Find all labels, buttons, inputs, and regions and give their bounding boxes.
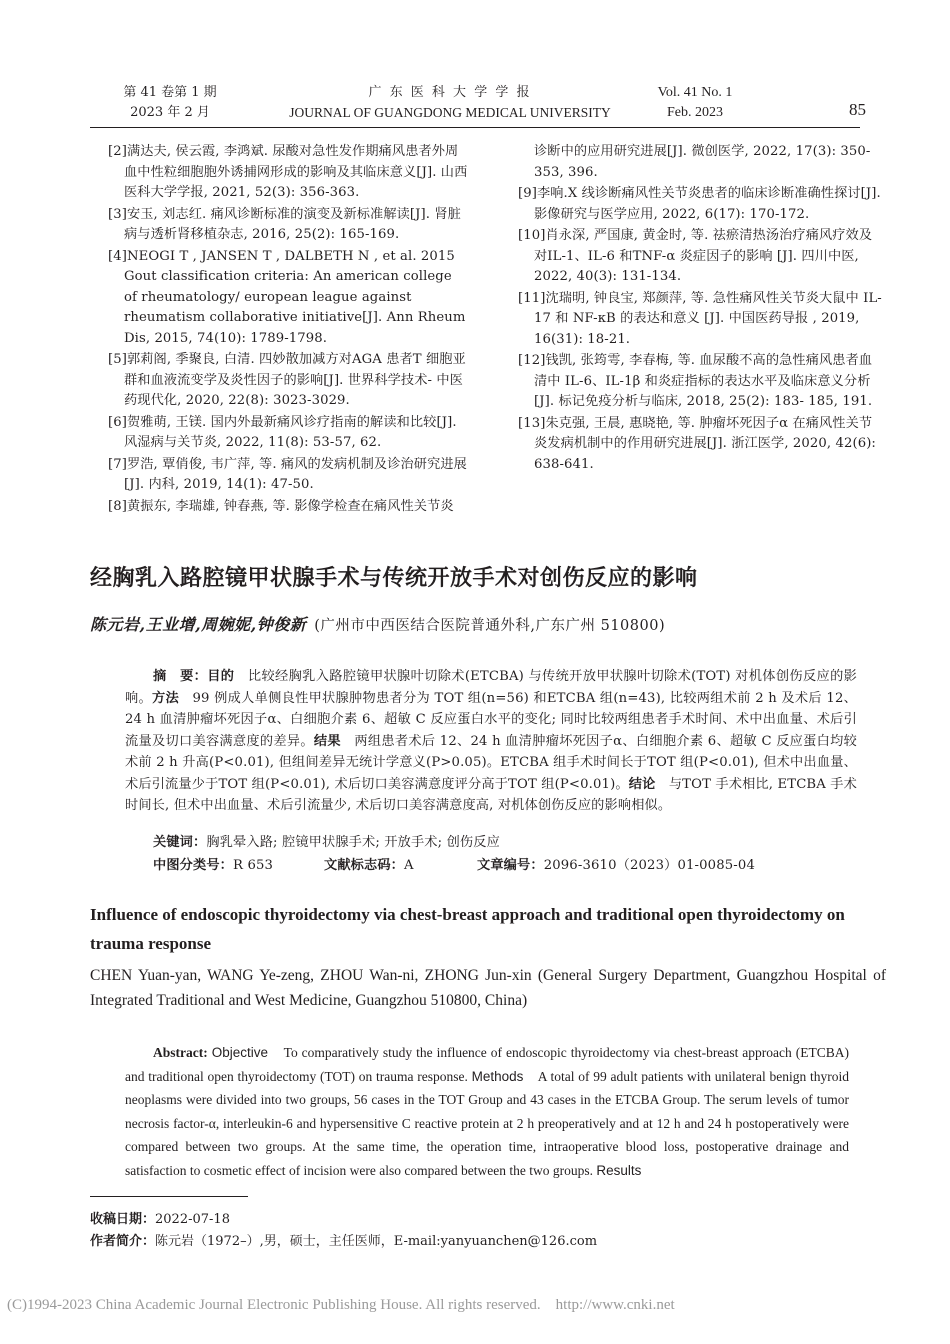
abstract-cn [125, 666, 857, 817]
results-label-cn: 结果 [313, 733, 341, 749]
affiliation-cn: (广州市中西医结合医院普通外科,广东广州 510800) [314, 618, 666, 634]
copyright-notice: (C)1994-2023 China Academic Journal Electronic Publishing House. All rights reserved. http://www.cnki.net [7, 1297, 675, 1313]
received-line [90, 1209, 230, 1231]
abstract-en [125, 1041, 849, 1182]
doc-code-line [324, 855, 414, 877]
author-bio-text: 陈元岩（1972–）,男，硕士，主任医师，E-mail:yanyuanchen@126.com [155, 1234, 598, 1249]
reference-item: [5]郭莉阁, 季聚良, 白清. 四妙散加减方对AGA 患者T 细胞亚群和血液流变学及炎性因子的影响[J]. 世界科学技术- 中医药现代化, 2020, 22(8): 3023-3029. [108, 352, 466, 408]
clc-value: R 653 [233, 858, 274, 873]
reference-item: [6]贺雅萌, 王镁. 国内外最新痛风诊疗指南的解读和比较[J]. 风湿病与关节炎, 2022, 11(8): 53-57, 62. [108, 414, 457, 450]
objective-text-cn: 比较经胸乳入路腔镜甲状腺叶切除术(ETCBA) 与传统开放甲状腺叶切除术(TOT) 对机体创伤反应的影响。 [125, 669, 857, 706]
objective-label-cn: 目的 [207, 669, 235, 684]
author-bio-line [90, 1231, 597, 1253]
reference-item: 诊断中的应用研究进展[J]. 微创医学, 2022, 17(3): 350-353, 396. [534, 144, 871, 180]
reference-item: [10]肖永深, 严国康, 黄金时, 等. 祛瘀清热汤治疗痛风疗效及对IL-1、IL-6 和TNF-α 炎症因子的影响 [J]. 四川中医, 2022, 40(3): 131-134. [518, 228, 873, 284]
authors-en: CHEN Yuan-yan, WANG Ye-zeng, ZHOU Wan-ni, ZHONG Jun-xin (General Surgery Department, Guangzhou Hospital of Integrated Traditional and West Medicine, Guangzhou 510800, China) [90, 967, 886, 1009]
references-right [518, 142, 884, 476]
header-date-en: Feb. 2023 [667, 105, 723, 120]
reference-item: [2]满达夫, 侯云霞, 李鸿斌. 尿酸对急性发作期痛风患者外周血中性粒细胞胞外诱捕网形成的影响及其临床意义[J]. 山西医科大学学报, 2021, 52(3): 356-363. [108, 144, 468, 200]
conclusion-text-cn: 与TOT 手术相比, ETCBA 手术时间长, 但术中出血量、术后引流量少, 术后切口美容满意度高, 对机体创伤反应的影响相似。 [125, 776, 857, 813]
keywords-line [153, 832, 500, 854]
reference-item: [7]罗浩, 覃俏俊, 韦广萍, 等. 痛风的发病机制及诊治研究进展[J]. 内科, 2019, 14(1): 47-50. [108, 456, 467, 492]
header-journal-en: JOURNAL OF GUANGDONG MEDICAL UNIVERSITY [289, 105, 611, 120]
methods-label-en: Methods [471, 1068, 524, 1084]
conclusion-label-cn: 结论 [628, 776, 656, 792]
doc-code-label: 文献标志码： [324, 858, 405, 873]
results-label-en: Results [596, 1162, 642, 1178]
clc-label: 中图分类号： [153, 858, 234, 873]
objective-label-en: Objective [211, 1045, 268, 1060]
authors-line [90, 612, 665, 635]
article-no-line [477, 855, 755, 877]
reference-item: [4]NEOGI T , JANSEN T , DALBETH N , et al. 2015 Gout classification criteria: An american college of rheumatology/ european league against rheumatism collaborative initiative[J]. Ann Rheum Dis, 2015, 74(10): 1789-1798. [108, 248, 466, 346]
keywords-text: 胸乳晕入路; 腔镜甲状腺手术; 开放手术; 创伤反应 [206, 835, 500, 850]
doc-code-value: A [404, 858, 414, 873]
reference-item: [9]李响.X 线诊断痛风性关节炎患者的临床诊断准确性探讨[J]. 影像研究与医学应用, 2022, 6(17): 170-172. [518, 186, 881, 222]
reference-item: [8]黄振东, 李瑞雄, 钟春燕, 等. 影像学检查在痛风性关节炎 [108, 498, 454, 514]
methods-text-en: A total of 99 adult patients with unilateral benign thyroid neoplasms were divided into two groups, 56 cases in the TOT Group and 43 cases in the ETCBA Group. The serum levels of tumor necrosis factor-α, interleukin-6 and hypersensitive C reactive protein at 2 h preoperatively and at 12 h and 24 h postoperatively were compared between two groups. At the same time, the operation time, intraoperative blood loss, postoperative drainage and satisfaction to cosmetic effect of incision were also compared between the two groups. [125, 1068, 849, 1178]
received-label: 收稿日期： [90, 1212, 156, 1227]
header-rule [90, 127, 860, 128]
article-no-value: 2096-3610（2023）01-0085-04 [543, 858, 755, 873]
header-journal-cn: 广 东 医 科 大 学 学 报 [368, 85, 532, 100]
header-volume-en: Vol. 41 No. 1 [657, 85, 733, 100]
received-date: 2022-07-18 [155, 1212, 230, 1227]
header-volume-cn: 第 41 卷第 1 期 [123, 85, 217, 100]
page-number: 85 [849, 100, 866, 119]
reference-item: [3]安玉, 刘志红. 痛风诊断标准的演变及新标准解读[J]. 肾脏病与透析肾移植杂志, 2016, 25(2): 165-169. [108, 206, 461, 242]
authors-cn: 陈元岩,王业增,周婉妮,钟俊新 [90, 615, 307, 634]
reference-item: [13]朱克强, 王晨, 惠晓艳, 等. 肿瘤坏死因子α 在痛风性关节炎发病机制中的作用研究进展[J]. 浙江医学, 2020, 42(6): 638-641. [518, 415, 876, 472]
author-bio-label: 作者简介： [90, 1234, 156, 1249]
keywords-label: 关键词： [153, 835, 207, 850]
reference-item: [11]沈瑞明, 钟良宝, 郑颜萍, 等. 急性痛风性关节炎大鼠中 IL-17 和 NF-κB 的表达和意义 [J]. 中国医药导报 , 2019, 16(31): 18-21. [518, 290, 882, 347]
article-title-cn: 经胸乳入路腔镜甲状腺手术与传统开放手术对创伤反应的影响 [90, 566, 698, 591]
methods-label-cn: 方法 [152, 690, 179, 706]
article-no-label: 文章编号： [477, 858, 544, 873]
objective-text-en: To comparatively study the influence of endoscopic thyroidectomy via chest-breast approach (ETCBA) and traditional open thyroidectomy (TOT) on trauma response. [125, 1045, 849, 1084]
abstract-label-en: Abstract: [153, 1045, 208, 1060]
methods-text-cn: 99 例成人单侧良性甲状腺肿物患者分为 TOT 组(n=56) 和ETCBA 组(n=43), 比较两组术前 2 h 及术后 12、24 h 血清肿瘤坏死因子α、白细胞介素 6、超敏 C 反应蛋白水平的变化; 同时比较两组患者手术时间、术中出血量、术后引流量及切口美容满意度的差异。 [125, 690, 857, 749]
references-left [108, 142, 468, 518]
abstract-label-cn: 摘 要： [153, 669, 208, 684]
clc-line [153, 855, 273, 877]
reference-item: [12]钱凯, 张筠雩, 李春梅, 等. 血尿酸不高的急性痛风患者血清中 IL-6、IL-1β 和炎症指标的表达水平及临床意义分析[J]. 标记免疫分析与临床, 2018, 25(2): 183- 185, 191. [518, 353, 873, 409]
footnote-rule [90, 1196, 248, 1197]
results-text-cn: 两组患者术后 12、24 h 血清肿瘤坏死因子α、白细胞介素 6、超敏 C 反应蛋白均较术前 2 h 升高(P<0.01), 但组间差异无统计学意义(P>0.05)。ETCBA 组手术时间长于TOT 组(P<0.01), 但术中出血量、术后引流量少于TOT 组(P<0.01), 术后切口美容满意度评分高于TOT 组(P<0.01)。 [125, 733, 857, 792]
header-date-cn: 2023 年 2 月 [130, 105, 210, 120]
article-title-en: Influence of endoscopic thyroidectomy via chest-breast approach and traditional open thyroidectomy on trauma response [90, 905, 845, 953]
